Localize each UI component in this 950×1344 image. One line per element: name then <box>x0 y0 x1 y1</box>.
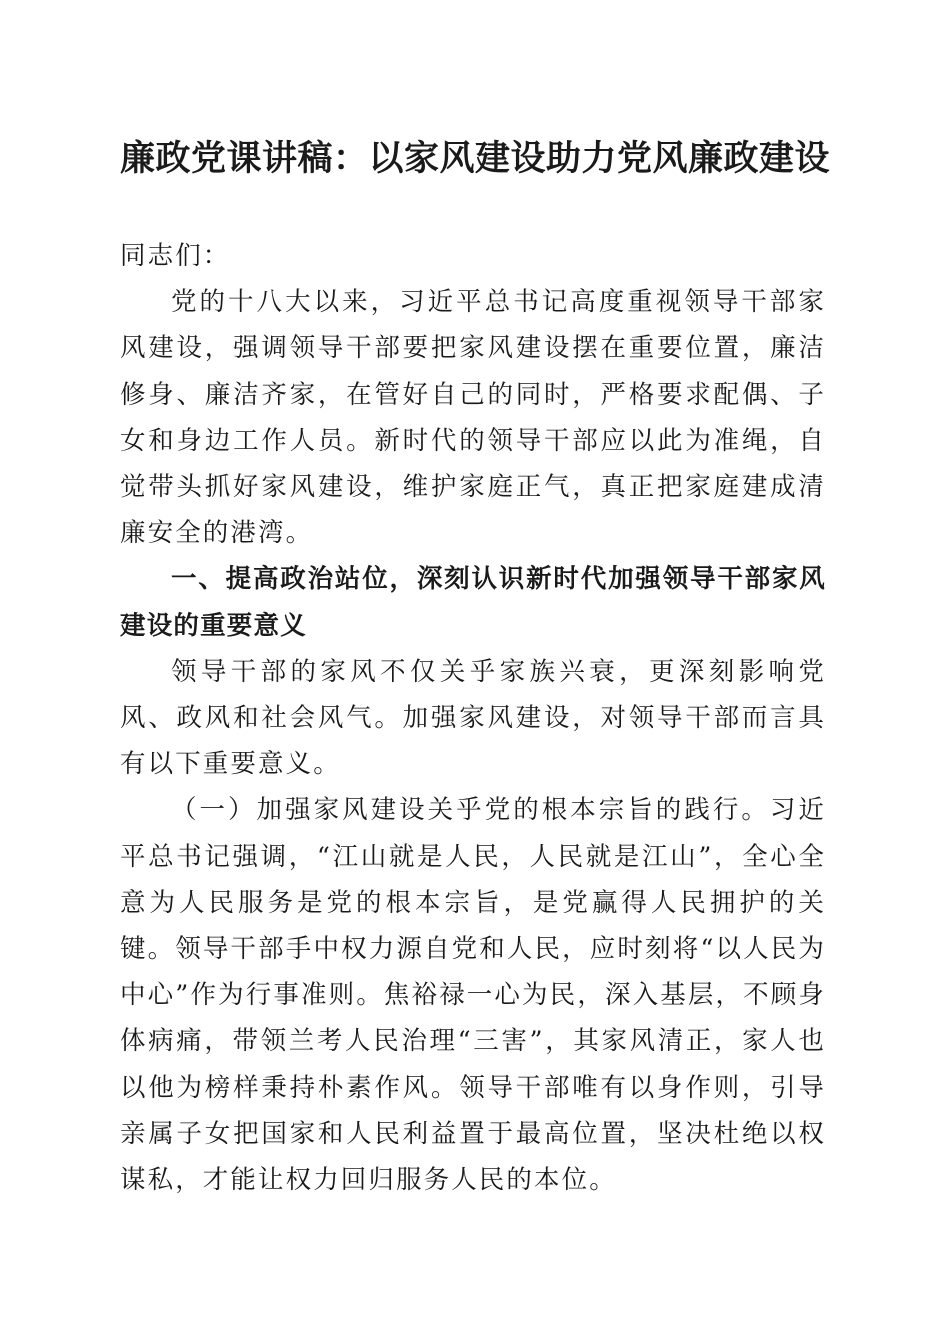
salutation: 同志们： <box>120 241 231 271</box>
section-heading-1: 一、提高政治站位，深刻认识新时代加强领导干部家风建设的重要意义 <box>120 564 826 641</box>
document-title: 廉政党课讲稿：以家风建设助力党风廉政建设 <box>120 139 831 179</box>
paragraph-intro: 党的十八大以来，习近平总书记高度重视领导干部家风建设，强调领导干部要把家风建设摆在重要位置，廉洁修身、廉洁齐家，在管好自己的同时，严格要求配偶、子女和身边工作人员。新时代的领导干部应以此为准绳，自觉带头抓好家风建设，维护家庭正气，真正把家庭建成清廉安全的港湾。 <box>120 287 826 549</box>
paragraph-point-1: （一）加强家风建设关乎党的根本宗旨的践行。习近平总书记强调，“江山就是人民，人民就是江山”，全心全意为人民服务是党的根本宗旨，是党赢得人民拥护的关键。领导干部手中权力源自党和人民，应时刻将“以人民为中心”作为行事准则。焦裕禄一心为民，深入基层，不顾身体病痛，带领兰考人民治理“三害”，其家风清正，家人也以他为榜样秉持朴素作风。领导干部唯有以身作则，引导亲属子女把国家和人民利益置于最高位置，坚决杜绝以权谋私，才能让权力回归服务人民的本位。 <box>120 795 826 1196</box>
document-body <box>120 233 826 1203</box>
paragraph-significance: 领导干部的家风不仅关乎家族兴衰，更深刻影响党风、政风和社会风气。加强家风建设，对领导干部而言具有以下重要意义。 <box>120 656 826 780</box>
